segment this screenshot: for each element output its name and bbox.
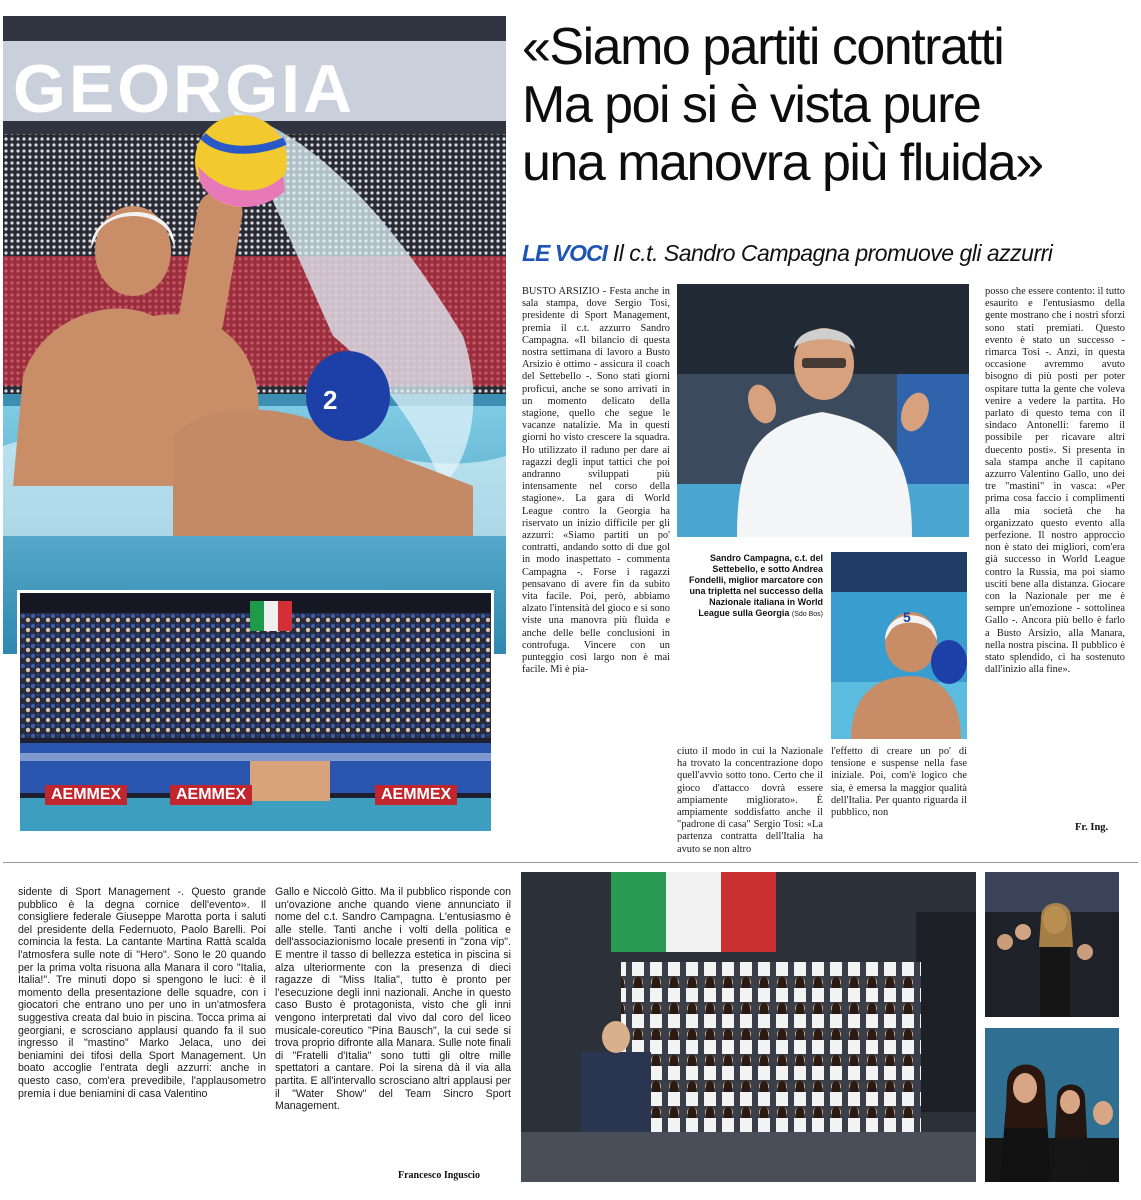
crowd-photo bbox=[17, 590, 494, 834]
article-column-4 bbox=[985, 286, 1125, 816]
article-column-3 bbox=[831, 746, 967, 846]
headline-line-3: una manovra più fluida» bbox=[522, 134, 1043, 192]
headline-line-1: «Siamo partiti contratti bbox=[522, 18, 1004, 76]
opponent-cap-number: 2 bbox=[323, 385, 338, 415]
banner-georgia-text: GEORGIA bbox=[13, 51, 356, 127]
fondelli-photo bbox=[831, 552, 967, 739]
singer-photo bbox=[985, 872, 1119, 1017]
section-tag: LE VOCI bbox=[522, 240, 608, 266]
main-photo-water-polo bbox=[3, 16, 506, 654]
bottom-col1-text: sidente di Sport Management -. Questo grande pubblico è la degna cornice dell'evento». Il consigliere federale Giuseppe Marotta porta i saluti del presidente della Federnuoto, Paolo Barelli. Poi comincia la festa. La cantante Martina Rattà scalda l'atmosfera sulle note di "Hero". Sono le 20 quando per la prima volta risuona alla Manara il coro "Italia, Italia!". Tre minuti dopo si spengono le luci: è il momento della presentazione delle squadre, con i giocatori che entrano uno per uno in un'atmosfera suggestiva creata dal buio in piscina. Tocca prima ai georgiani, e scrosciano applausi quando fa il suo ingresso il "mastino" Marko Jelaca, uno dei beniamini dei tifosi della Sport Management. Un boato accoglie l'entrata degli azzurri: anche in questo caso, com'era prevedibile, l'applausometro premia i due beniamini di casa Valentino bbox=[18, 886, 266, 1100]
fondelli-cap-number: 5 bbox=[903, 609, 911, 625]
subheadline bbox=[522, 240, 1132, 267]
photo-caption bbox=[683, 553, 823, 620]
headline bbox=[522, 18, 1132, 192]
article-column-1 bbox=[522, 286, 670, 848]
photo-credit: (Sdo Bos) bbox=[791, 611, 823, 618]
article-col4-text: posso che essere contento: il tutto esaurito e l'entusiasmo della gente mostrano che i nostri sforzi sono stati premiati. Questo evento è stato un successo - rimarca Tosi -. Anzi, in questa occasione avremmo avuto bisogno di più posti per poter ospitare tutta la gente che voleva venire a vedere la partita. Ho parlato di questo tema con il sindaco Antonelli: faremo il possibile per ricavare altri duecento posti». Si presenta in sala stampa anche il capitano azzurro Valentino Gallo, uno dei tre "mastini" in vasca: «Per prima cosa faccio i complimenti alla mia società che ha organizzato questo evento alla perfezione. Il nostro approccio non è stato dei migliori, com'era già successo in World League contro la Russia, ma poi siamo usciti bene alla distanza. Giocare con la Nazionale per me è sempre un'emozione - sottolinea Gallo -. Ancora più bello è farlo a Busto Arsizio, alla Manara, nella nostra piscina. Il pubblico è stato splendido, ci ha sostenuto dall'inizio alla fine». bbox=[985, 286, 1125, 676]
article-byline: Fr. Ing. bbox=[1075, 822, 1109, 833]
sponsor-board-left: AEMMEX bbox=[45, 785, 127, 805]
photo-caption-text: Sandro Campagna, c.t. del Settebello, e sotto Andrea Fondelli, miglior marcatore con una tripletta nel successo della Nazionale italiana in World League sulla Georgia bbox=[688, 553, 823, 618]
subheadline-text: Il c.t. Sandro Campagna promuove gli azzurri bbox=[612, 240, 1053, 266]
bottom-col2-text: Gallo e Niccolò Gitto. Ma il pubblico risponde con un'ovazione anche quando viene annunciato il nome del c.t. Sandro Campagna. L'entusiasmo è alle stelle. Tanti anche i volti della politica e dell'associazionismo locale presenti in "zona vip". E mentre il tasso di bellezza estetica in piscina si alza ulteriormente con la presenza di dieci ragazze di "Miss Italia", tutto è pronto per l'esecuzione degli inni nazionali. Anche in questo caso Busto è protagonista, visto che gli inni vengono interpretati dal vivo dal coro del liceo musicale-coreutico "Pina Bausch", la cui sede si trova proprio difronte alla Manara. Sulle note finali di "Fratelli d'Italia" sono tutti gli oltre mille spettatori a cantare. Poi la sirena dà il via alla partita. E all'intervallo scrosciano altri applausi per il "Water Show" del Team Sincro Sport Management. bbox=[275, 886, 511, 1113]
article-col2-text: ciuto il modo in cui la Nazionale ha trovato la concentrazione dopo quell'avvio sotto tono. Certo che il gioco d'attacco dovrà essere ampiamente migliorato». È ampiamente soddisfatto anche il "padrone di casa" Sergio Tosi: «La partenza contratta dell'Italia ha avuto se non altro bbox=[677, 746, 823, 855]
bottom-article-column-2 bbox=[275, 886, 511, 1168]
article-column-2 bbox=[677, 746, 823, 855]
bottom-article-byline: Francesco Inguscio bbox=[398, 1170, 480, 1181]
bottom-article-column-1 bbox=[18, 886, 266, 1181]
sponsor-board-right: AEMMEX bbox=[375, 785, 457, 805]
miss-italia-photo bbox=[985, 1028, 1119, 1182]
section-divider bbox=[3, 862, 1138, 863]
coach-photo bbox=[677, 284, 969, 537]
article-col3-text: l'effetto di creare un po' di tensione e suspense nella fase iniziale. Poi, com'è logico che sia, è emersa la maggior qualità dell'Italia. Per quanto riguarda il pubblico, non bbox=[831, 746, 967, 819]
headline-line-2: Ma poi si è vista pure bbox=[522, 76, 981, 134]
article-col1-text: BUSTO ARSIZIO - Festa anche in sala stampa, dove Sergio Tosi, presidente di Sport Management, premia il c.t. azzurro Sandro Campagna. «Il bilancio di questa nostra settimana di lavoro a Busto Arsizio è ottimo - assicura il coach del Settebello -. Sono stati giorni proficui, anche se sono arrivati in un momento delicato della stagione, quello che segue le vacanze natalizie. Ma in questi giorni ho visto crescere la squadra. Ho utilizzato il raduno per dare ai ragazzi degli input tattici che poi andranno sviluppati più intensamente nel corso della stagione». La gara di World League contro la Georgia ha riservato un inizio difficile per gli azzurri: «Siamo partiti un po' contratti, andando sotto di due gol in modo inaspettato - commenta Campagna -. Forse i ragazzi pensavano di avere fin da subito vita facile. Poi, però, abbiamo alzato l'intensità del gioco e si sono viste una manovra più fluida e anche delle belle conclusioni in controfuga. Vincere con un punteggio così largo non è mai facile. Mi è pia- bbox=[522, 286, 670, 676]
choir-photo bbox=[521, 872, 976, 1182]
sponsor-board-center: AEMMEX bbox=[170, 785, 252, 805]
